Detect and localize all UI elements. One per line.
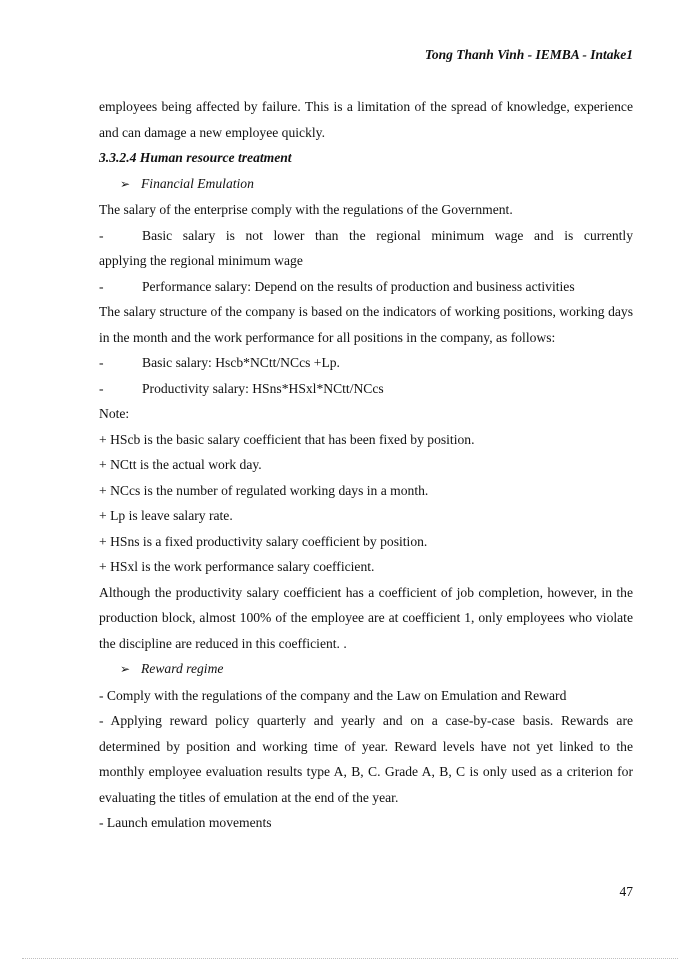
- coefficient-paragraph: Although the productivity salary coefficient has a coefficient of job completion, however, in the production block, almost 100% of the employee are at coefficient 1, only employees who violate the discipline are reduced in this coefficient. .: [99, 584, 633, 651]
- list-item: [99, 376, 633, 402]
- arrow-bullet-icon: ➢: [120, 662, 131, 676]
- reward-item: - Comply with the regulations of the company and the Law on Emulation and Reward: [99, 687, 567, 703]
- financial-emulation-heading: [99, 171, 633, 198]
- reward-regime-heading: [99, 656, 633, 683]
- arrow-bullet-icon: ➢: [120, 176, 131, 191]
- section-heading: 3.3.2.4 Human resource treatment: [99, 150, 292, 165]
- body-text: [99, 94, 633, 836]
- page-number: 47: [619, 884, 633, 899]
- page-bottom-divider: [22, 958, 678, 959]
- running-header: Tong Thanh Vinh - IEMBA - Intake1: [424, 47, 633, 62]
- note-item: + Lp is leave salary rate.: [99, 508, 233, 523]
- dash-marker: -: [99, 227, 104, 243]
- salary-structure-paragraph: The salary structure of the company is based on the indicators of working positions, working days in the month and the work performance for all positions in the company, as follows:: [99, 304, 633, 345]
- productivity-salary-formula: Productivity salary: HSns*HSxl*NCtt/NCcs: [142, 380, 384, 396]
- performance-salary-item: Performance salary: Depend on the results of production and business activities: [142, 278, 575, 294]
- note-item: + HSns is a fixed productivity salary coefficient by position.: [99, 533, 428, 549]
- financial-emulation-title: Financial Emulation: [141, 175, 254, 191]
- salary-comply-paragraph: The salary of the enterprise comply with the regulations of the Government.: [99, 202, 513, 217]
- list-item: [99, 350, 633, 376]
- dash-marker: -: [99, 380, 104, 396]
- note-item: + HScb is the basic salary coefficient that has been fixed by position.: [99, 431, 475, 447]
- reward-item: - Applying reward policy quarterly and yearly and on a case-by-case basis. Rewards are determined by position and working time of year. Reward levels have not yet linked to the monthly employee evaluation results type A, B, C. Grade A, B, C is only used as a criterion for evaluating the titles of emulation at the end of the year.: [99, 713, 633, 805]
- basic-salary-continuation: applying the regional minimum wage: [99, 253, 303, 268]
- note-item: + NCcs is the number of regulated working days in a month.: [99, 482, 429, 498]
- note-label: Note:: [99, 406, 130, 421]
- dash-marker: -: [99, 278, 104, 294]
- reward-regime-title: Reward regime: [141, 661, 224, 676]
- list-item: [99, 274, 633, 300]
- dash-marker: -: [99, 355, 104, 370]
- basic-salary-item: Basic salary is not lower than the regional minimum wage and is currently: [142, 227, 633, 243]
- note-item: + NCtt is the actual work day.: [99, 457, 262, 472]
- list-item: [99, 223, 633, 249]
- basic-salary-formula: Basic salary: Hscb*NCtt/NCcs +Lp.: [142, 355, 340, 370]
- note-item: + HSxl is the work performance salary coefficient.: [99, 559, 375, 574]
- reward-item: - Launch emulation movements: [99, 815, 272, 830]
- intro-paragraph: employees being affected by failure. This is a limitation of the spread of knowledge, experience and can damage a new employee quickly.: [99, 99, 633, 140]
